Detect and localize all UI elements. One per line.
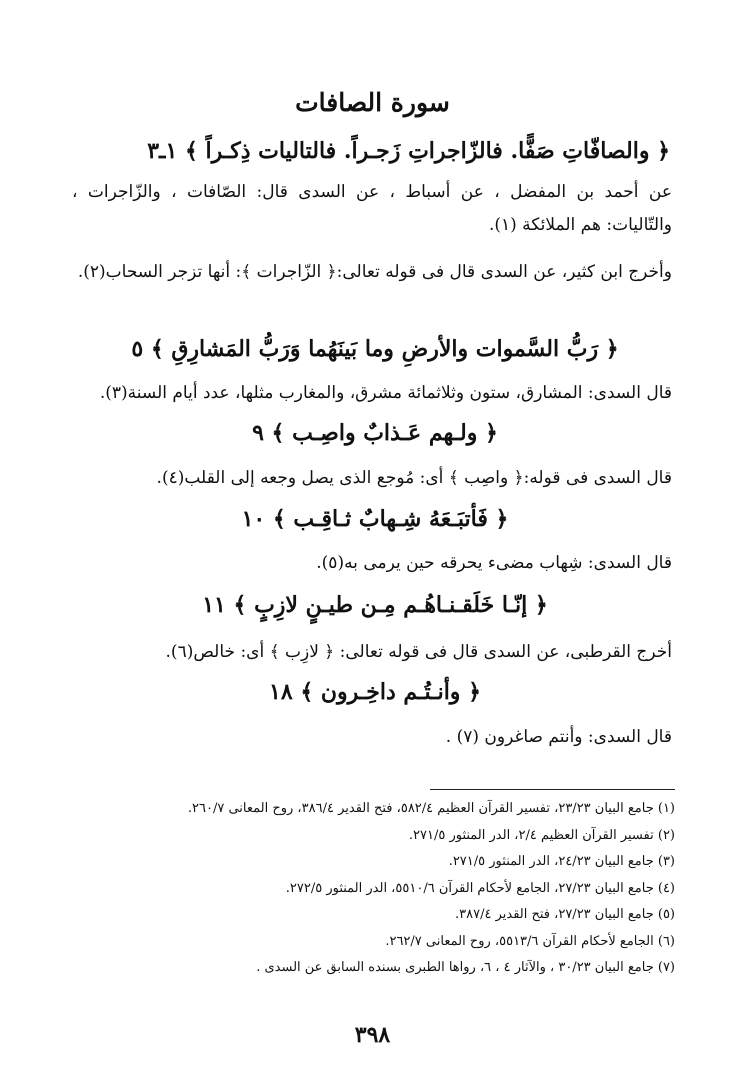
footnote: (٣) جامع البيان ٢٤/٢٣، الدر المنثور ٢٧١/٥. (448, 854, 675, 869)
verse-11: ﴿ إنّـا خَلَقـنـاهُـم مِـن طيـنٍ لازِبٍ ﴾ ١١ (202, 592, 548, 618)
footnote-divider (430, 789, 675, 790)
footnote: (٤) جامع البيان ٢٧/٢٣، الجامع لأحكام القرآن ٥٥١٠/٦، الدر المنثور ٢٧٢/٥. (285, 880, 675, 896)
footnotes-list (95, 796, 675, 982)
footnote: (٦) الجامع لأحكام القرآن ٥٥١٣/٦، روح المعانى ٢٦٢/٧. (385, 933, 675, 949)
commentary-paragraph: قال السدى فى قوله:﴿ واصِب ﴾ أى: مُوجع الذى يصل وجعه إلى القلب(٤). (156, 468, 672, 488)
page-number: ٣٩٨ (354, 1022, 391, 1048)
footnote: (١) جامع البيان ٢٣/٢٣، تفسير القرآن العظيم ٥٨٢/٤، فتح القدير ٣٨٦/٤، روح المعانى ٢٦٠/٧. (187, 801, 675, 816)
commentary-paragraph: عن أحمد بن المفضل ، عن أسباط ، عن السدى قال: الصّافات ، والزّاجرات ، والتّاليات: هم الملائكة (١). (72, 182, 672, 235)
commentary-paragraph: قال السدى: وأنتم صاغرون (٧) . (445, 727, 672, 747)
footnote: (٧) جامع البيان ٣٠/٢٣ ، والآثار ٤ ، ٦، رواها الطبرى بسنده السابق عن السدى . (256, 960, 675, 975)
verse-18: ﴿ وأنـتُـم داخِـرون ﴾ ١٨ (269, 679, 481, 705)
commentary-paragraph: أخرج القرطبى، عن السدى قال فى قوله تعالى: ﴿ لازِب ﴾ أى: خالص(٦). (165, 642, 672, 662)
commentary-paragraph: قال السدى: شِهاب مضىء يحرقه حين يرمى به(٥). (316, 553, 672, 573)
footnote: (٥) جامع البيان ٢٧/٢٣، فتح القدير ٣٨٧/٤. (455, 907, 675, 922)
footnote: (٢) تفسير القرآن العظيم ٢/٤، الدر المنثور ٢٧١/٥. (408, 827, 675, 843)
verse-5: ﴿ رَبُّ السَّموات والأرضِ وما بَينَهُما وَرَبُّ المَشارِقِ ﴾ ٥ (131, 336, 619, 362)
surah-title: سورة الصافات (295, 88, 450, 117)
commentary-paragraph: وأخرج ابن كثير، عن السدى قال فى قوله تعالى:﴿ الزّاجرات ﴾: أنها تزجر السحاب(٢). (77, 262, 672, 282)
verse-1-3: ﴿ والصافّاتِ صَفًّا. فالزّاجراتِ زَجـراً. فالتاليات ذِكـراً ﴾ ١ـ٣ (147, 138, 670, 164)
verse-10: ﴿ فَأتبَـعَهُ شِـهابٌ ثـاقِـب ﴾ ١٠ (241, 506, 509, 532)
commentary-paragraph: قال السدى: المشارق، ستون وثلاثمائة مشرق، والمغارب مثلها، عدد أيام السنة(٣). (99, 383, 672, 403)
verse-9: ﴿ ولـهم عَـذابٌ واصِـب ﴾ ٩ (252, 420, 498, 446)
